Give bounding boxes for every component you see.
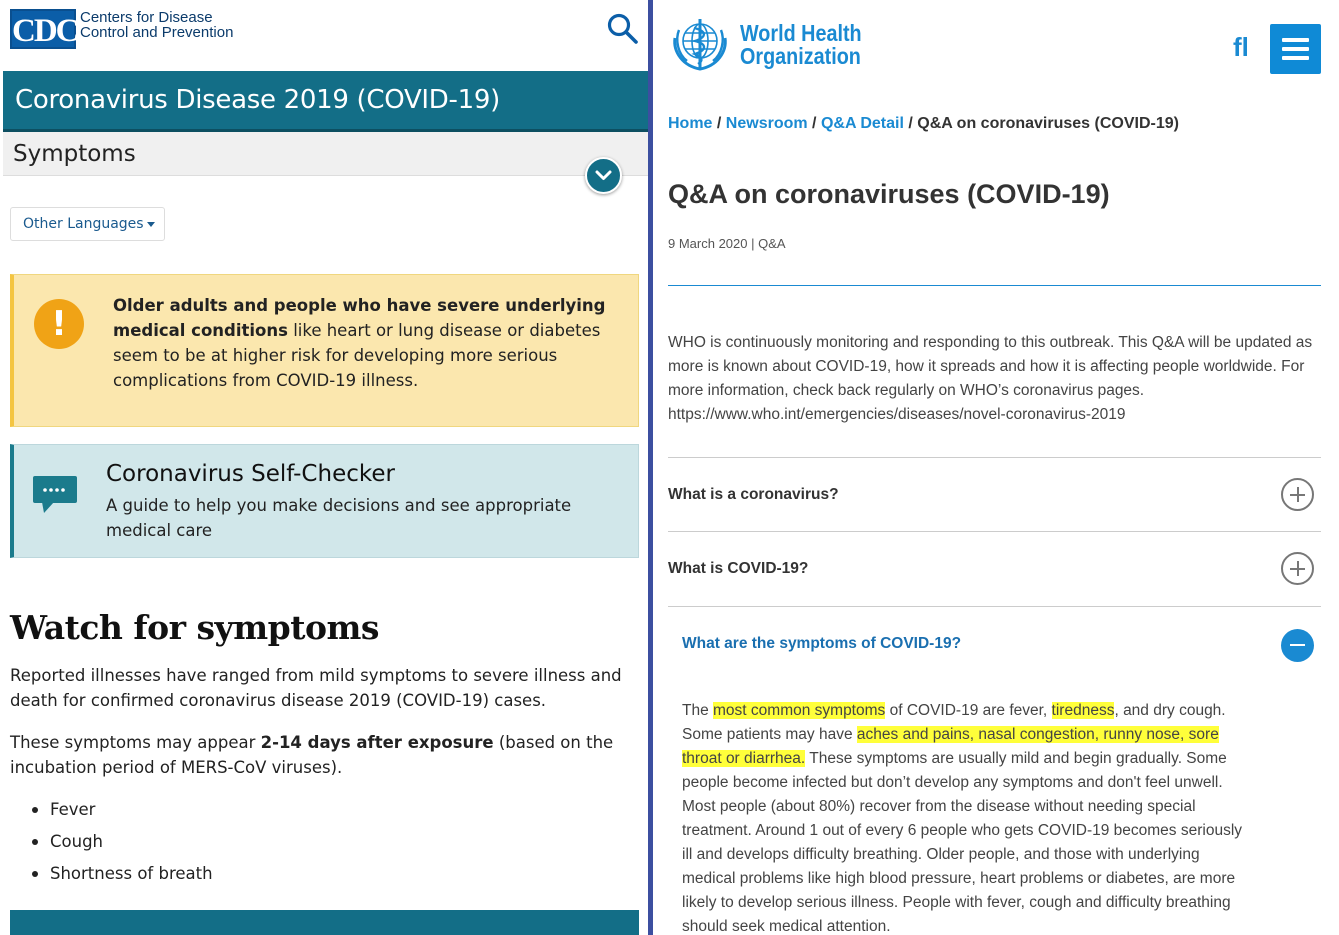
caret-down-icon (147, 222, 155, 227)
incubation-bold: 2-14 days after exposure (260, 733, 494, 752)
expand-menu-button[interactable] (585, 157, 622, 194)
page-title: Coronavirus Disease 2019 (COVID-19) (3, 71, 648, 129)
breadcrumb-home[interactable]: Home (668, 115, 713, 132)
answer-text: of COVID-19 are fever, (885, 702, 1052, 719)
breadcrumb-separator: / (903, 115, 918, 132)
cdc-logo[interactable]: CDC (10, 9, 76, 49)
who-emblem-icon[interactable] (667, 14, 733, 76)
plus-circle-icon[interactable] (1281, 478, 1314, 511)
menu-bar-icon (1282, 38, 1309, 42)
list-item: Shortness of breath (50, 861, 213, 893)
chevron-down-icon (595, 170, 612, 181)
plus-circle-icon[interactable] (1281, 552, 1314, 585)
next-section-bar (10, 910, 639, 935)
other-languages-label: Other Languages (23, 216, 144, 232)
menu-bar-icon (1282, 56, 1309, 60)
minus-circle-icon[interactable] (1281, 629, 1314, 662)
self-checker-card[interactable] (10, 444, 639, 558)
symptoms-answer (682, 699, 1250, 935)
article-date: 9 March 2020 | Q&A (668, 236, 786, 251)
intro-paragraph: WHO is continuously monitoring and responding to this outbreak. This Q&A will be updated as more is known about COVID-19, how it spreads and how it is affecting people worldwide. For more information, check back regularly on WHO’s coronavirus pages. https://www.who.int/emergencies/diseases/novel-coronavirus-2019 (668, 334, 1313, 423)
answer-highlight: aches and pains, nasal congestion, runny nose, sore throat or diarrhea. (682, 726, 1219, 767)
chat-bubble-icon (32, 475, 78, 515)
symptom-list (50, 797, 213, 893)
menu-bar-icon (1282, 47, 1309, 51)
list-item: Fever (50, 797, 213, 829)
who-name-line2: Organization (740, 43, 861, 69)
breadcrumb-newsroom[interactable]: Newsroom (725, 115, 808, 132)
language-icon[interactable]: fl (1233, 32, 1249, 62)
who-name-line1: World Health (740, 20, 862, 46)
title-divider (668, 285, 1321, 286)
cdc-page (0, 0, 648, 935)
other-languages-dropdown[interactable] (10, 207, 165, 241)
answer-text: , and dry cough. Some patients may have (682, 702, 1226, 743)
incubation-after: (based on the incubation period of MERS-CoV viruses). (10, 733, 614, 777)
answer-text: These symptoms are usually mild and begin gradually. Some people become infected but don’t develop any symptoms and don't feel unwell. Most people (about 80%) recover from the disease without needing special treatment. Around 1 out of every 6 people who gets COVID-19 becomes seriously ill and develops difficulty breathing. Older people, and those with underlying medical problems like high blood pressure, heart problems or diabetes, are more likely to develop serious illness. People with fever, cough and difficulty breathing should seek medical attention. (682, 750, 1243, 935)
exclamation-icon: ! (34, 299, 84, 349)
incubation-before: These symptoms may appear (10, 733, 261, 752)
breadcrumb-current: Q&A on coronaviruses (COVID-19) (917, 115, 1179, 132)
breadcrumb-separator: / (712, 115, 726, 132)
search-icon[interactable] (606, 12, 640, 46)
alert-text (113, 293, 628, 393)
symptoms-heading: Watch for symptoms (10, 608, 379, 647)
article-title: Q&A on coronaviruses (COVID-19) (668, 179, 1110, 209)
breadcrumb (668, 115, 1179, 133)
answer-highlight: tiredness (1051, 702, 1115, 719)
accordion-question: What is a coronavirus? (668, 486, 839, 503)
answer-highlight: most common symptoms (713, 702, 886, 719)
self-checker-title: Coronavirus Self-Checker (106, 461, 395, 487)
list-item: Cough (50, 829, 213, 861)
answer-text: The (682, 702, 714, 719)
breadcrumb-qa-detail[interactable]: Q&A Detail (820, 115, 904, 132)
alert-rest-text: like heart or lung disease or diabetes seem to be at higher risk for developing more serious complications from COVID-19 illness. (113, 321, 601, 390)
illness-range-paragraph: Reported illnesses have ranged from mild symptoms to severe illness and death for confirmed coronavirus disease 2019 (COVID-19) cases. (10, 666, 622, 710)
cdc-logo-text[interactable]: Centers for Disease Control and Prevention (80, 9, 234, 41)
section-title: Symptoms (3, 132, 648, 176)
accordion-item[interactable] (668, 532, 1321, 607)
self-checker-description: A guide to help you make decisions and see appropriate medical care (106, 496, 572, 540)
breadcrumb-separator: / (807, 115, 821, 132)
accordion-question-open[interactable]: What are the symptoms of COVID-19? (682, 635, 962, 652)
hamburger-menu-button[interactable] (1270, 24, 1321, 74)
incubation-paragraph (10, 730, 640, 780)
accordion-question: What is COVID-19? (668, 560, 809, 577)
high-risk-alert (10, 274, 639, 427)
alert-bold-text: Older adults and people who have severe underlying medical conditions (113, 296, 606, 340)
accordion-item[interactable] (668, 457, 1321, 532)
who-page (653, 0, 1339, 935)
who-logo-text[interactable] (740, 22, 862, 68)
